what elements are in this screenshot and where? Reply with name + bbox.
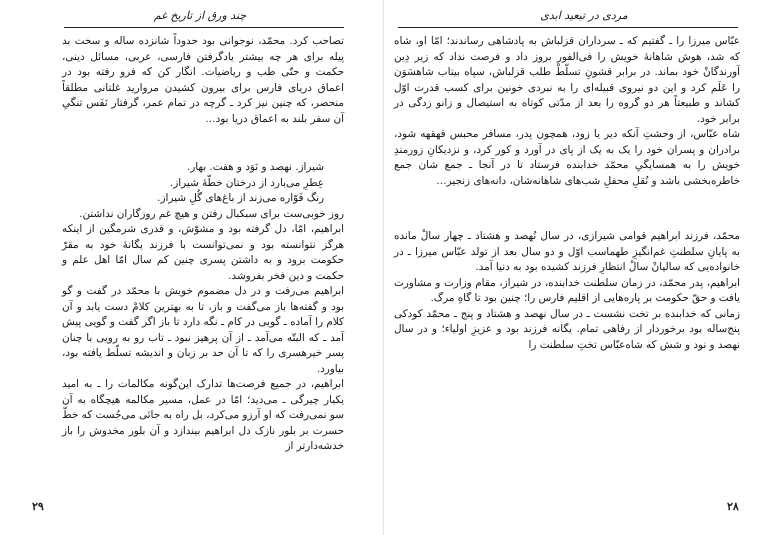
poem-line: رنگ فَوّاره می‌زند از باغ‌های گُلِ شیراز. xyxy=(157,192,324,204)
paragraph: تصاحب کرد. محمّد، نوجوانی بود حدوداً شانزده ساله و سخت بد پیله برای هر چه بیشتر یادگرفتن فارسی، عربی، مسائل دینی، حکمت و حتّی طب و ریاضیات. انگار کن که فرو رفته بود در اعماق دریای فارس برای بیرون کشیدن مروارید غلتانی مطلقاً منحصر، که چنین نیز کرد ـ گرچه در تمام عمر، گرفتار نَفَس تنگیِ آن سفر بلند به اعماق دریا بود… xyxy=(62,35,344,125)
paragraph: ابراهیم می‌رفت و در دل مضموم خویش با محمّد در گفت و گو بود و گفته‌ها باز می‌گفت و باز، تا به بهترین کلامْ دست یابد و آن کلام را آماده ـ گویی در کام ـ نگه دارد تا باز اگر گفت و گویی پیش آمد ـ که البتّه می‌آمد ـ از آن پرهیز نبود ـ تاب رو به رویی با چنان پسر خیرهسری را که تا آن حد بر زبان و اندیشه تسلّط یافته بود، بیاورد. xyxy=(62,285,344,375)
right-page xyxy=(384,0,768,535)
right-body-text xyxy=(394,34,740,353)
header-rule xyxy=(398,27,738,28)
poem-line: شیراز. نهصد و نَوَد و هفت. بهار. xyxy=(186,161,324,173)
left-body-text xyxy=(62,34,344,455)
paragraph: محمّد، فرزند ابراهیم قوامی شیرازی، در سال نُهصد و هشتاد ـ چهار سالْ مانده به پایانِ سلطنتِ غم‌انگیزِ طهماسب اوّل و دو سال بعد از تولد عبّاس میرزا ـ در خانواده‌یی که سالیانْ سالْ انتظارِ فرزند کشیده بود به دنیا آمد. xyxy=(394,230,740,273)
running-head: چند ورق از تاریخ غم xyxy=(153,9,247,22)
paragraph: روز خوبی‌ست برای سبکبال رفتن و هیچ غم روزگاران نداشتن. xyxy=(79,207,344,220)
page-number: ۲۹ xyxy=(32,500,44,513)
paragraph-gap xyxy=(62,127,344,160)
page-number: ۲۸ xyxy=(727,500,739,513)
paragraph: ابراهیم، در جمیع فرصت‌ها تدارک این‌گونه مکالمات را ـ به امید یکبار چیرگی ـ می‌دید؛ امّا در عمل، مسیر مکالمه هیچگاه به آن سو نمی‌رفت که او آرزو می‌کرد، بل راه به جائی می‌جُست که خطّ حسرت بر بلور نازک دل ابراهیم بیندازد و آن بلور مخدوش را باز خدشه‌دارتر از xyxy=(62,378,344,452)
paragraph: عبّاس میرزا را ـ گفتیم که ـ سرداران قزلباش به پادشاهی رساندند؛ امّا او، شاه که شد، هوش شاهانهٔ خویش را فی‌الفور بروز داد و فرصت نداد که زیر دِین آورندگانْ خود بماند. در برابر قشونِ تسلّطْ طلب قزلباش، سپاه بیتاب شاهسَوَن را عَلَم کرد و این دو نیروی قبیله‌ای را به نبردی خونین برای کسب قدرت اوّل کشاند و طبیعتاً هر دو گروه را بعد از مدّتی کوتاه به استیصال و زانو زدگی در برابر خود. xyxy=(394,35,740,125)
running-head: مردی در تبعید ابدی xyxy=(540,9,628,22)
poem-line: عِطرِ می‌بارد از درختان خطّهٔ شیراز. xyxy=(169,176,324,189)
paragraph: ابراهیم، پدر محمّد، در زمان سلطنت خدابنده، در شیراز، مقام وزارت و مشاورت یافت و حقّ حکومت بر پاره‌هایی از اقلیم فارس را؛ چنین بود تا گاهِ مرگ. xyxy=(394,276,740,304)
paragraph: زمانی که خدابنده بر تخت نشست ـ در سال نهصد و هشتاد و پنج ـ محمّد کودکی پنج‌ساله بود برخوردار از رفاهی تمام. یگانه فرزند بود و عزیزِ اولیاء؛ و در سال نهصد و نود و شش که شاه‌عبّاس تختِ سلطنت را xyxy=(394,307,740,351)
paragraph: شاه عبّاس، از وحشتِ آنکه دیر یا زود، همچون پدر، مسافر محبس قهقهه شود، برادران و پسران خود را یک به یک از پای در آورد و کور کرد، و نزدیکانِ زورمندِ خویش را به همسایگیِ محمّد خدابنده فرستاد تا در آنجا ـ جمع شان جمع خاطره‌بخشی باشد و نُقلِ محفلِ شب‌های شاهانه‌شان، دانه‌های زنجیر… xyxy=(394,128,740,187)
poem xyxy=(62,160,344,207)
header-rule xyxy=(64,27,344,28)
paragraph-gap xyxy=(394,189,740,229)
paragraph: ابراهیم، امّا، دل گرفته بود و مشوّش، و قدری شرمگین از اینکه هرگز نتوانسته بود و نمی‌توانست با فرزند یگانهٔ خود به مقرّ حکومت برود و به داشتن پسری چنین کم سال امّا اهل علم و حکمت و دین فخر بفروشد. xyxy=(62,223,344,282)
